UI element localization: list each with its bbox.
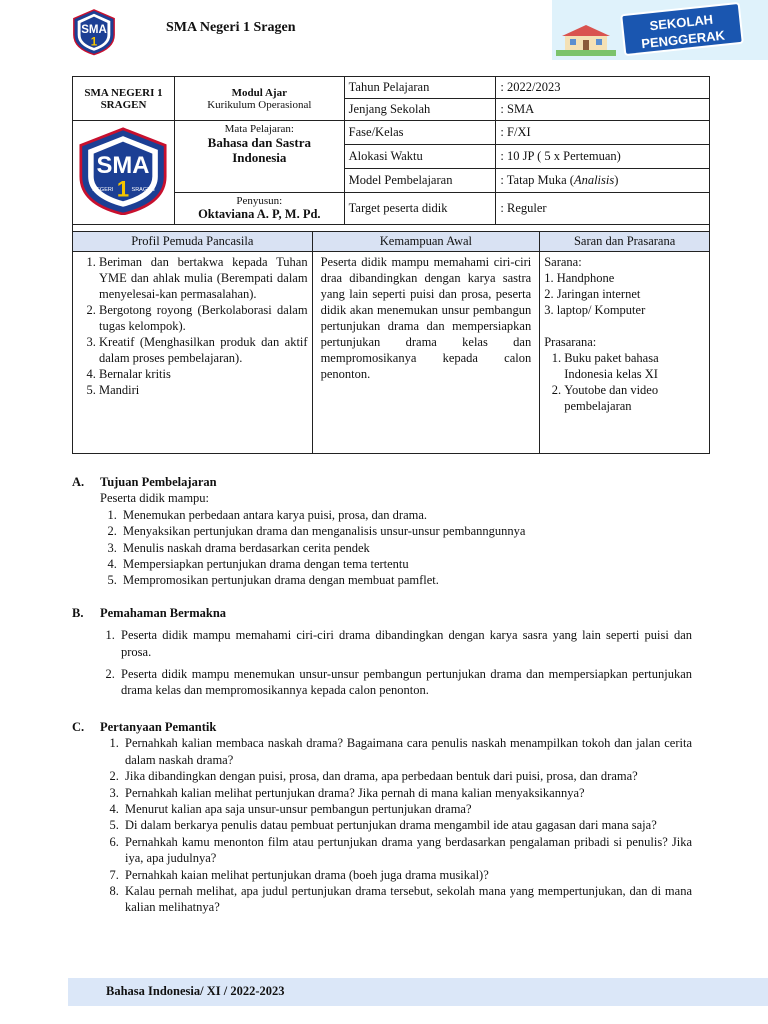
section-heading: B. Pemahaman Bermakna (72, 605, 227, 620)
list-item: 2. Jaringan internet (544, 287, 641, 301)
info-value: : 10 JP ( 5 x Pertemuan) (496, 145, 710, 169)
list-item: 2. Menyaksikan pertunjukan drama dan menganalisis unsur-unsur pembanngunnya (120, 523, 692, 539)
svg-text:1: 1 (117, 176, 130, 202)
list-item: 1. Peserta didik mampu memahami ciri-ciri drama dibandingkan dengan karya sasra yang lain seperti puisi dan prosa. (118, 627, 692, 660)
page-header (0, 0, 768, 64)
list-item: 1. Handphone (544, 271, 615, 285)
footer-label: Bahasa Indonesia/ XI / 2022-2023 (106, 984, 285, 998)
list-item: 1. Menemukan perbedaan antara karya puisi, prosa, dan drama. (120, 507, 692, 523)
sekolah-penggerak-banner (552, 0, 768, 60)
list-item: 2. Peserta didik mampu menemukan unsur-unsur pembangun pertunjukan drama dan mempersiapkan pertunjukan drama kelas dan mempromosikannya kepada calon penonton. (118, 666, 692, 699)
info-label: Alokasi Waktu (344, 145, 496, 169)
svg-text:NEGERI: NEGERI (92, 186, 114, 193)
list-item: 4. Bernalar kritis (99, 366, 308, 382)
info-value: : SMA (496, 99, 710, 121)
module-info-table (72, 76, 710, 245)
list-item: 1. Buku paket bahasa Indonesia kelas XI (564, 350, 705, 382)
list-item: 3. Kreatif (Menghasilkan produk dan aktif dalam proses pembelajaran). (99, 334, 308, 366)
kemampuan-cell: Peserta didik mampu memahami ciri-ciri draa dibandingkan dengan karya sastra yang lain seperti puisi dan prosa, peserta didik akan menemukan unsur pembangun pertunjukan drama dan mempersiapkan pertunjukan drama kelas dan mempromosikanya kepada calon penonton. (312, 252, 540, 454)
section-body (72, 627, 692, 699)
list-item: 3. laptop/ Komputer (544, 303, 646, 317)
list-item: 4. Mempersiapkan pertunjukan drama dengan tema tertentu (120, 556, 692, 572)
profil-list (77, 254, 308, 398)
info-value: : Reguler (496, 193, 710, 225)
list-item: 7. Pernahkah kaian melihat pertunjukan drama (boeh juga drama musikal)? (122, 867, 692, 883)
info-label: Tahun Pelajaran (344, 77, 496, 99)
list-item: 6. Pernahkah kamu menonton film atau pertunjukan drama yang berdasarkan pengalaman pribadi si penulis? Jika iya, apa judulnya? (122, 834, 692, 867)
svg-text:SMA: SMA (97, 151, 150, 179)
page-footer (68, 978, 768, 1006)
list-item: 4. Menurut kalian apa saja unsur-unsur pembangun pertunjukan drama? (122, 801, 692, 817)
section-heading: C. Pertanyaan Pemantik (72, 719, 217, 734)
section-heading: A. Tujuan Pembelajaran (72, 475, 217, 489)
list-item: 2. Jika dibandingkan dengan puisi, prosa, dan drama, apa perbedaan bentuk dari puisi, prosa, dan drama? (122, 768, 692, 784)
school-building-icon (556, 22, 616, 56)
logo-cell (73, 121, 175, 225)
info-label: Target peserta didik (344, 193, 496, 225)
info-label: Jenjang Sekolah (344, 99, 496, 121)
sarana-cell: Sarana: 1. Handphone 2. Jaringan internet 3. laptop/ Komputer Prasarana: 1. Buku paket bahasa Indonesia kelas XI 2. Youtobe dan video pembelajaran (540, 252, 710, 454)
list-item: 1. Beriman dan bertakwa kepada Tuhan YME dan ahlak mulia (Berempati dalam menyelesai-kan permasalahan). (99, 254, 308, 302)
author-cell: Penyusun: Oktaviana A. P, M. Pd. (174, 193, 344, 225)
list-item: 3. Pernahkah kalian melihat pertunjukan drama? Jika pernah di mana kalian menyaksikannya? (122, 785, 692, 801)
section-body (72, 735, 692, 915)
section-body: Peserta didik mampu: 1. Menemukan perbedaan antara karya puisi, prosa, dan drama. 2. Menyaksikan pertunjukan drama dan menganalisis unsur-unsur pembanngunnya 3. Menulis naskah drama berdasarkan cerita pendek 4. Mempersiapkan pertunjukan drama dengan tema tertentu 5. Mempromosikan pertunjukan drama dengan membuat pamflet. (72, 490, 692, 588)
subject-cell: Mata Pelajaran: Bahasa dan Sastra Indonesia (174, 121, 344, 193)
profile-table (72, 231, 710, 454)
list-item: 1. Pernahkah kalian membaca naskah drama? Bagaimana cara penulis naskah menampilkan tokoh dan jalan cerita dalam naskah drama? (122, 735, 692, 768)
content-sections (72, 474, 692, 916)
module-cell: Modul Ajar Kurikulum Operasional (174, 77, 344, 121)
info-label: Model Pembelajaran (344, 169, 496, 193)
list-item: 5. Mandiri (99, 382, 308, 398)
prasarana-list (544, 350, 705, 414)
list-item: 2. Bergotong royong (Berkolaborasi dalam tugas kelompok). (99, 302, 308, 334)
profil-cell (73, 252, 313, 454)
sma-logo-icon (70, 8, 118, 56)
svg-text:SRAGEN: SRAGEN (132, 186, 156, 193)
sma-logo-large-icon (77, 127, 169, 215)
info-value: : F/XI (496, 121, 710, 145)
svg-text:SMA: SMA (81, 23, 107, 36)
info-label: Fase/Kelas (344, 121, 496, 145)
list-item: 2. Youtobe dan video pembelajaran (564, 382, 705, 414)
column-header: Kemampuan Awal (312, 232, 540, 252)
list-item: 5. Mempromosikan pertunjukan drama dengan membuat pamflet. (120, 572, 692, 588)
banner-label: SEKOLAH PENGGERAK (620, 2, 744, 56)
list-item: 8. Kalau pernah melihat, apa judul pertunjukan drama tersebut, sekolah mana yang mempertunjukan, dan di mana kalian melihatnya? (122, 883, 692, 916)
column-header: Profil Pemuda Pancasila (73, 232, 313, 252)
info-value: : 2022/2023 (496, 77, 710, 99)
column-header: Saran dan Prasarana (540, 232, 710, 252)
svg-text:1: 1 (90, 36, 98, 49)
list-item: 5. Di dalam berkarya penulis datau pembuat pertunjukan drama mengambil ide atau gagasan dari mana saja? (122, 817, 692, 833)
info-value: : Tatap Muka (Analisis) (496, 169, 710, 193)
list-item: 3. Menulis naskah drama berdasarkan cerita pendek (120, 540, 692, 556)
school-cell: SMA NEGERI 1 SRAGEN (73, 77, 175, 121)
school-name: SMA Negeri 1 Sragen (166, 20, 296, 35)
